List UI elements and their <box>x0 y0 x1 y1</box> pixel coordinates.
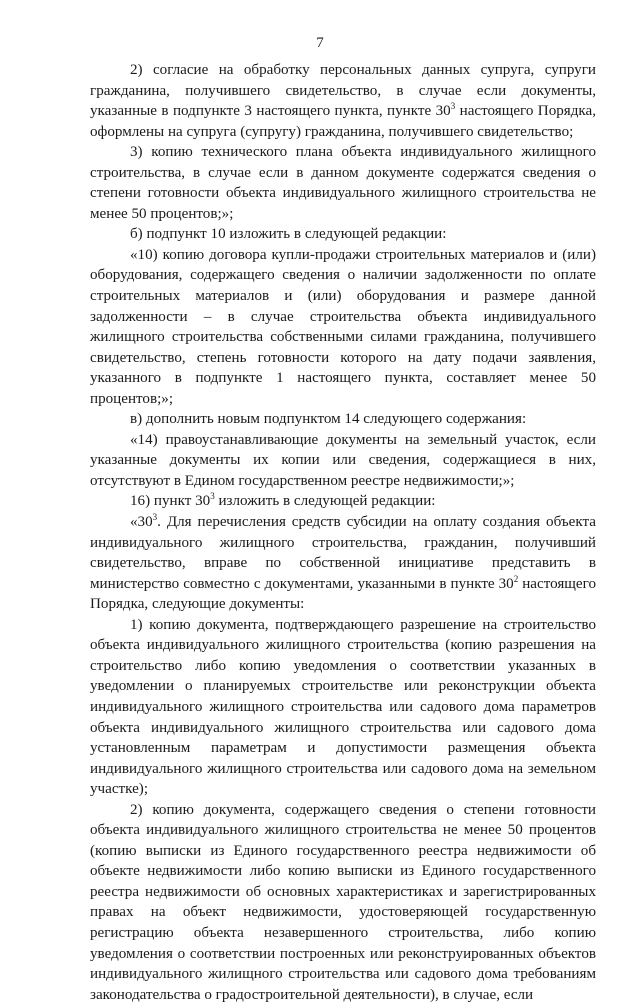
superscript: 3 <box>450 101 456 112</box>
page-number: 7 <box>316 35 324 51</box>
paragraph: 2) копию документа, содержащего сведения о степени готовности объекта индивидуального жилищного строительства не менее 50 процентов (копию выписки из Единого государственного реестра недвижимости об объекте недвижимости либо копию выписки из Единого государственного реестра недвижимости об основных характеристиках и зарегистрированных правах на объект недвижимости, удостоверяющей государственную регистрацию объекта незавершенного строительства, либо копию уведомления о соответствии построенных или реконструированных объектов индивидуального жилищного строительства или садового дома требованиям законодательства о градостроительной деятельности), в случае, если <box>90 801 596 1003</box>
superscript: 2 <box>513 573 519 584</box>
paragraph: 16) пункт $30^3$ изложить в следующей редакции: <box>130 491 436 510</box>
superscript: 3 <box>210 491 215 502</box>
paragraph: б) подпункт 10 изложить в следующей редакции: <box>130 226 447 243</box>
superscript: 3 <box>152 512 158 523</box>
paragraph: «14) правоустанавливающие документы на земельный участок, если указанные документы их копии или сведения, содержащиеся в них, отсутствуют в Едином государственном реестре недвижимости;»; <box>90 431 596 489</box>
paragraph: 1) копию документа, подтверждающего разрешение на строительство объекта индивидуального жилищного строительства (копию разрешения на строительство либо копию уведомления о соответствии указанных в уведомлении о планируемых строительстве или реконструкции объекта индивидуального жилищного строительства или садового дома параметров объекта индивидуального жилищного строительства или садового дома установленным параметрам и допустимости размещения объекта индивидуального жилищного строительства или садового дома на земельном участке); <box>90 616 596 798</box>
paragraph: 3) копию технического плана объекта индивидуального жилищного строительства, в случае если в данном документе содержатся сведения о степени готовности объекта индивидуального жилищного строительства не менее 50 процентов;»; <box>90 144 596 222</box>
paragraph: в) дополнить новым подпунктом 14 следующего содержания: <box>130 411 527 428</box>
paragraph: «10) копию договора купли-продажи строительных материалов и (или) оборудования, содержащего сведения о наличии задолженности по оплате строительных материалов и (или) оборудования и размере данной задолженности – в случае строительства объекта индивидуального жилищного строительства собственными силами гражданина, получившего свидетельство, степень готовности которого на дату подачи заявления, указанного в подпункте 1 настоящего пункта, составляет менее 50 процентов;»; <box>90 246 596 407</box>
document-body <box>90 60 596 1005</box>
paragraph: «$30^3$. Для перечисления средств субсидии на оплату создания объекта индивидуального жилищного строительства, гражданин, получивший свидетельство, вправе по собственной инициативе представить в министерство совместно с документами, указанными в пункте $30^2$ настоящего Порядка, следующие документы: <box>90 512 596 613</box>
paragraph: 2) согласие на обработку персональных данных супруга, супруги гражданина, получившего свидетельство, в случае если документы, указанные в подпункте 3 настоящего пункта, пункте $30^3$ настоящего Порядка, оформлены на супруга (супругу) гражданина, получившего свидетельство; <box>90 62 596 140</box>
